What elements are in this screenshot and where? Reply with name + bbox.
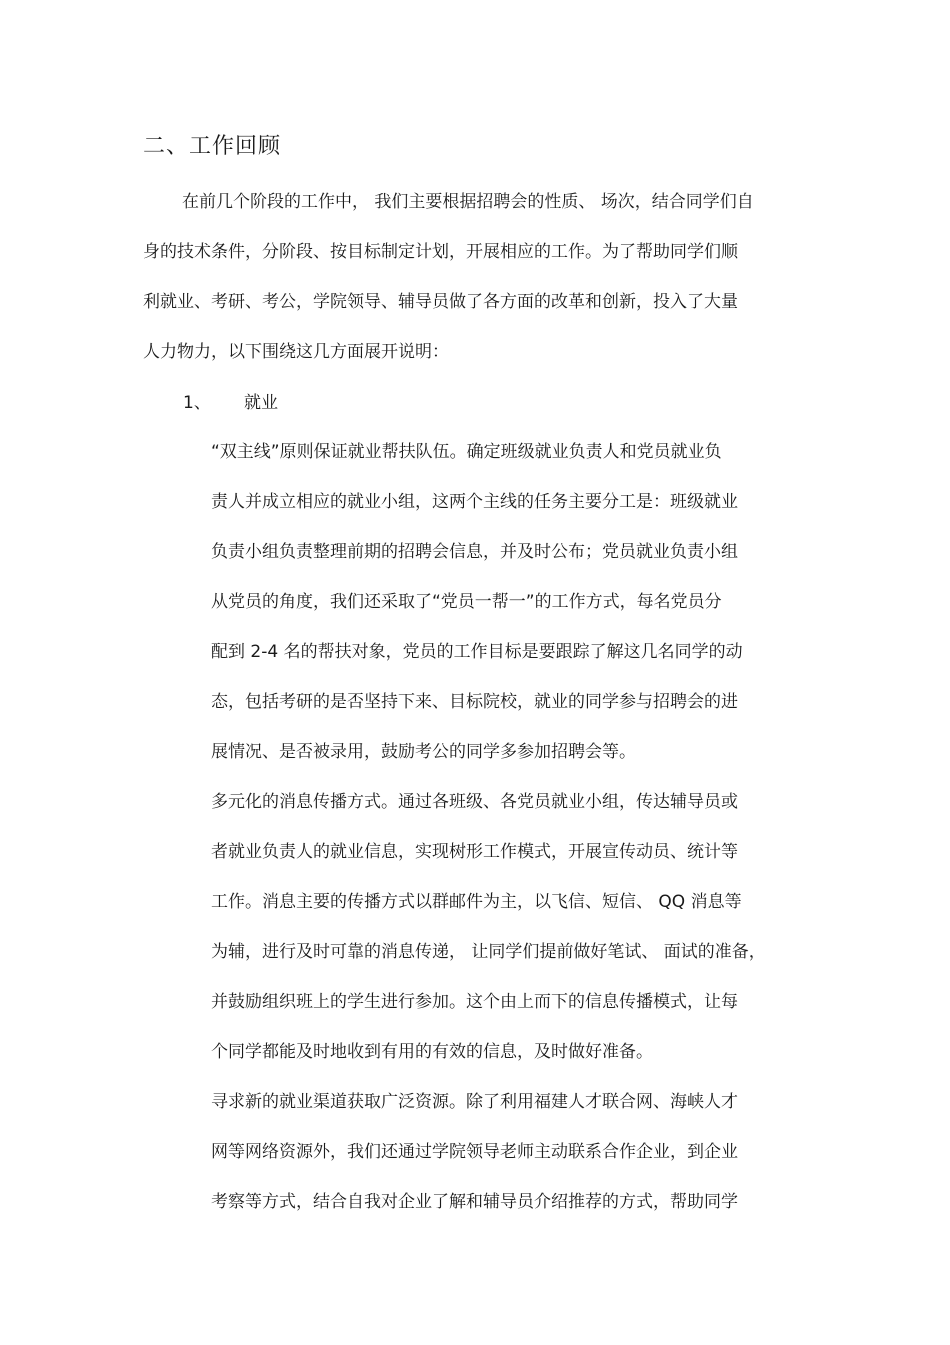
paragraph-line: 网等网络资源外，我们还通过学院领导老师主动联系合作企业，到企业 xyxy=(211,1142,738,1162)
section-heading: 二、工作回顾 xyxy=(143,134,282,159)
paragraph-line: 考察等方式，结合自我对企业了解和辅导员介绍推荐的方式，帮助同学 xyxy=(211,1192,738,1212)
intro-line: 身的技术条件，分阶段、按目标制定计划，开展相应的工作。为了帮助同学们顺 xyxy=(143,242,738,262)
paragraph-line: 配到 2-4 名的帮扶对象，党员的工作目标是要跟踪了解这几名同学的动 xyxy=(211,642,743,662)
paragraph-line: 为辅，进行及时可靠的消息传递， 让同学们提前做好笔试、 面试的准备， xyxy=(211,942,766,962)
paragraph-line: 责人并成立相应的就业小组，这两个主线的任务主要分工是：班级就业 xyxy=(211,492,738,512)
paragraph-line: 并鼓励组织班上的学生进行参加。这个由上而下的信息传播模式，让每 xyxy=(211,992,738,1012)
intro-line: 人力物力，以下围绕这几方面展开说明： xyxy=(143,342,449,362)
paragraph-line: 态，包括考研的是否坚持下来、目标院校，就业的同学参与招聘会的进 xyxy=(211,692,738,712)
paragraph-line: “双主线”原则保证就业帮扶队伍。确定班级就业负责人和党员就业负 xyxy=(211,442,722,462)
section-title: 就业 xyxy=(244,393,278,413)
paragraph-line: 展情况、是否被录用，鼓励考公的同学多参加招聘会等。 xyxy=(211,742,636,762)
paragraph-line: 从党员的角度，我们还采取了“党员一帮一”的工作方式，每名党员分 xyxy=(211,592,722,612)
paragraph-line: 寻求新的就业渠道获取广泛资源。除了利用福建人才联合网、海峡人才 xyxy=(211,1092,738,1112)
paragraph-line: 个同学都能及时地收到有用的有效的信息，及时做好准备。 xyxy=(211,1042,653,1062)
paragraph-line: 者就业负责人的就业信息，实现树形工作模式，开展宣传动员、统计等 xyxy=(211,842,738,862)
paragraph-line: 多元化的消息传播方式。通过各班级、各党员就业小组，传达辅导员或 xyxy=(211,792,738,812)
paragraph-line: 工作。消息主要的传播方式以群邮件为主，以飞信、短信、 QQ 消息等 xyxy=(211,892,742,912)
section-number: 1、 xyxy=(183,393,211,413)
intro-line: 在前几个阶段的工作中， 我们主要根据招聘会的性质、 场次，结合同学们自 xyxy=(182,192,754,212)
intro-line: 利就业、考研、考公，学院领导、辅导员做了各方面的改革和创新，投入了大量 xyxy=(143,292,738,312)
paragraph-line: 负责小组负责整理前期的招聘会信息，并及时公布；党员就业负责小组 xyxy=(211,542,738,562)
